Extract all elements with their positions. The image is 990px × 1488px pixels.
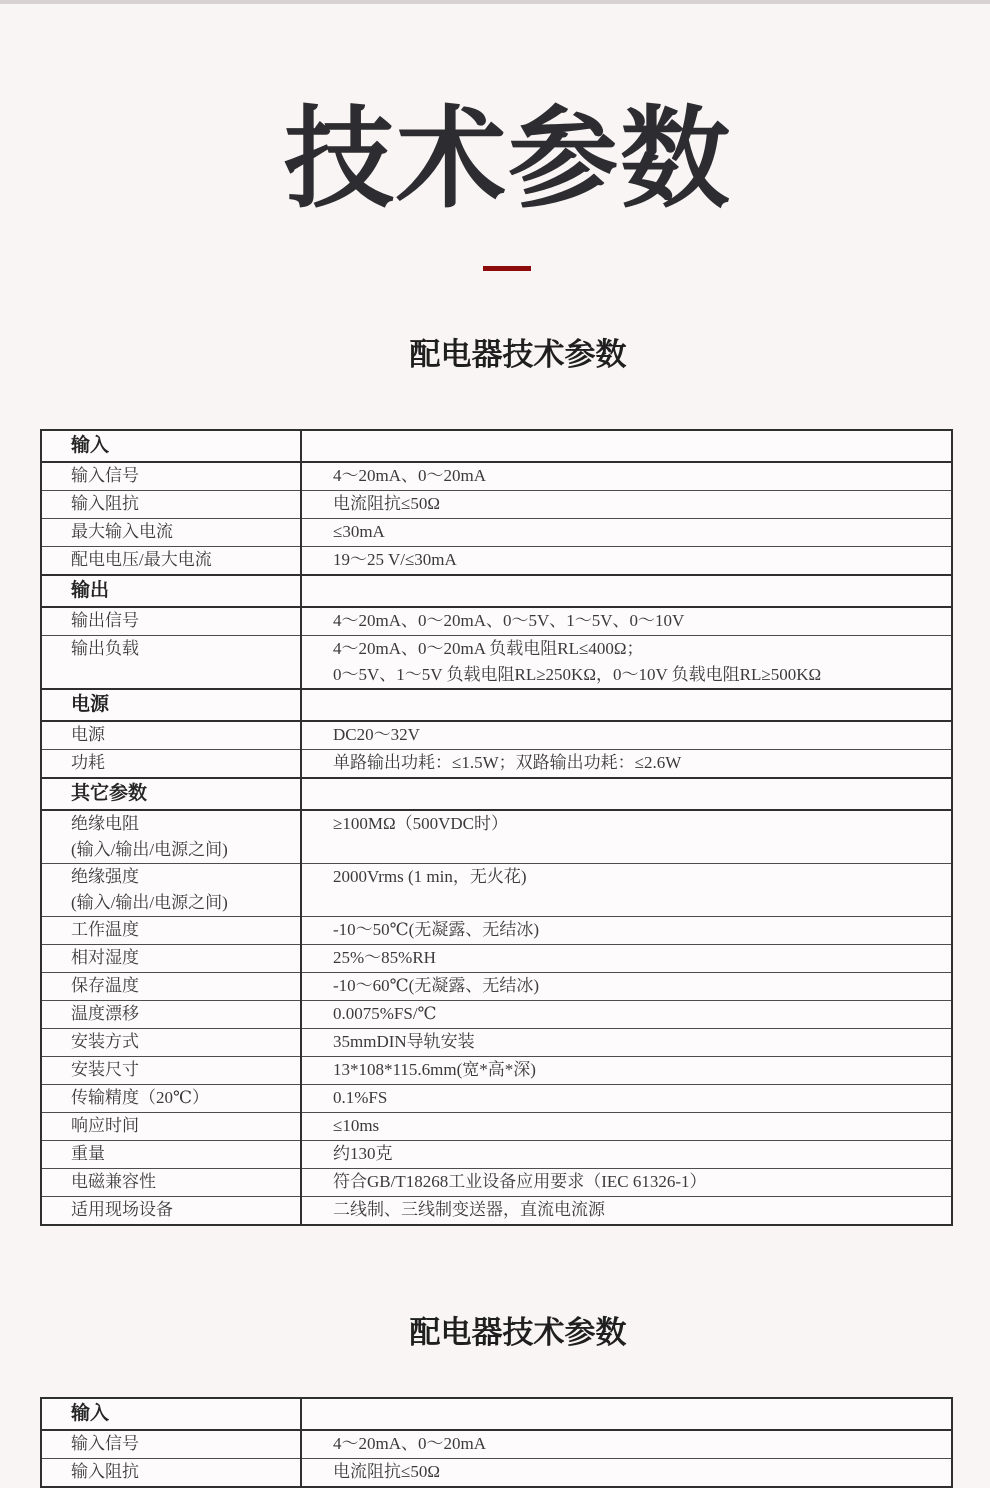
table-row: [41, 607, 952, 636]
table-row: [41, 973, 952, 1001]
table-row: [41, 945, 952, 973]
table-row: [41, 519, 952, 547]
param-label-cell: 输入信号: [41, 1430, 301, 1459]
param-label-cell: 安装方式: [41, 1029, 301, 1057]
table-row: [41, 1197, 952, 1226]
param-label-cell: 保存温度: [41, 973, 301, 1001]
param-label-cell: 输入阻抗: [41, 1459, 301, 1488]
table-row: [41, 636, 952, 690]
param-label-cell: 输入信号: [41, 462, 301, 491]
table-row: [41, 1459, 952, 1488]
section-header-cell: 电源: [41, 689, 301, 721]
table-row: [41, 1001, 952, 1029]
table-row: [41, 547, 952, 576]
param-label-cell: 最大输入电流: [41, 519, 301, 547]
param-value-cell: 25%～85%RH: [301, 945, 952, 973]
param-value-cell: 4～20mA、0～20mA: [301, 1430, 952, 1459]
param-label-cell: 电源: [41, 721, 301, 750]
param-value-cell: 0.0075%FS/℃: [301, 1001, 952, 1029]
param-value-cell: [301, 778, 952, 810]
param-value-cell: ≤10ms: [301, 1113, 952, 1141]
section-header-cell: 输入: [41, 430, 301, 462]
param-label-cell: 相对湿度: [41, 945, 301, 973]
table-row: [41, 917, 952, 945]
table-row: [41, 491, 952, 519]
param-label-cell: 配电电压/最大电流: [41, 547, 301, 576]
page-title: 技术参数: [284, 98, 732, 221]
param-label-cell: 绝缘强度 (输入/输出/电源之间): [41, 864, 301, 917]
param-value-cell: 19～25 V/≤30mA: [301, 547, 952, 576]
section-header-cell: 其它参数: [41, 778, 301, 810]
section-heading-2: 配电器技术参数: [409, 1315, 627, 1350]
param-label-cell: 温度漂移: [41, 1001, 301, 1029]
title-divider: [483, 266, 531, 271]
param-label-cell: 重量: [41, 1141, 301, 1169]
table-row: [41, 721, 952, 750]
param-label-cell: 输出负载: [41, 636, 301, 690]
param-value-cell: 35mmDIN导轨安装: [301, 1029, 952, 1057]
table-row: [41, 810, 952, 864]
param-label-cell: 工作温度: [41, 917, 301, 945]
param-value-cell: -10～60℃(无凝露、无结冰): [301, 973, 952, 1001]
param-label-cell: 输入阻抗: [41, 491, 301, 519]
param-value-cell: 4～20mA、0～20mA: [301, 462, 952, 491]
table-section-row: [41, 1398, 952, 1430]
param-value-cell: 约130克: [301, 1141, 952, 1169]
param-label-cell: 安装尺寸: [41, 1057, 301, 1085]
table-row: [41, 1141, 952, 1169]
top-strip: [0, 0, 990, 4]
table-row: [41, 462, 952, 491]
param-value-cell: [301, 575, 952, 607]
table-row: [41, 750, 952, 779]
param-value-cell: 2000Vrms (1 min，无火花): [301, 864, 952, 917]
table-row: [41, 1057, 952, 1085]
param-label-cell: 绝缘电阻 (输入/输出/电源之间): [41, 810, 301, 864]
param-value-cell: 13*108*115.6mm(宽*高*深): [301, 1057, 952, 1085]
table-row: [41, 1029, 952, 1057]
param-value-cell: [301, 430, 952, 462]
param-label-cell: 响应时间: [41, 1113, 301, 1141]
section-header-cell: 输出: [41, 575, 301, 607]
table-section-row: [41, 430, 952, 462]
param-label-cell: 功耗: [41, 750, 301, 779]
param-value-cell: 4～20mA、0～20mA、0～5V、1～5V、0～10V: [301, 607, 952, 636]
param-label-cell: 输出信号: [41, 607, 301, 636]
table-row: [41, 864, 952, 917]
table-row: [41, 1085, 952, 1113]
param-value-cell: 电流阻抗≤50Ω: [301, 1459, 952, 1488]
param-value-cell: 符合GB/T18268工业设备应用要求（IEC 61326-1）: [301, 1169, 952, 1197]
param-value-cell: DC20～32V: [301, 721, 952, 750]
param-value-cell: 0.1%FS: [301, 1085, 952, 1113]
param-label-cell: 电磁兼容性: [41, 1169, 301, 1197]
table-row: [41, 1430, 952, 1459]
table-section-row: [41, 575, 952, 607]
param-value-cell: -10～50℃(无凝露、无结冰): [301, 917, 952, 945]
param-value-cell: ≥100MΩ（500VDC时）: [301, 810, 952, 864]
param-value-cell: 4～20mA、0～20mA 负载电阻RL≤400Ω； 0～5V、1～5V 负载电阻RL≥250KΩ，0～10V 负载电阻RL≥500KΩ: [301, 636, 952, 690]
param-value-cell: [301, 689, 952, 721]
param-label-cell: 适用现场设备: [41, 1197, 301, 1226]
spec-table-2: [40, 1397, 953, 1488]
section-header-cell: 输入: [41, 1398, 301, 1430]
table-section-row: [41, 778, 952, 810]
table-row: [41, 1169, 952, 1197]
param-label-cell: 传输精度（20℃）: [41, 1085, 301, 1113]
param-value-cell: [301, 1398, 952, 1430]
section-heading-1: 配电器技术参数: [409, 337, 627, 372]
param-value-cell: 单路输出功耗：≤1.5W；双路输出功耗：≤2.6W: [301, 750, 952, 779]
param-value-cell: 电流阻抗≤50Ω: [301, 491, 952, 519]
table-section-row: [41, 689, 952, 721]
param-value-cell: 二线制、三线制变送器，直流电流源: [301, 1197, 952, 1226]
table-row: [41, 1113, 952, 1141]
spec-table-1: [40, 429, 953, 1226]
param-value-cell: ≤30mA: [301, 519, 952, 547]
